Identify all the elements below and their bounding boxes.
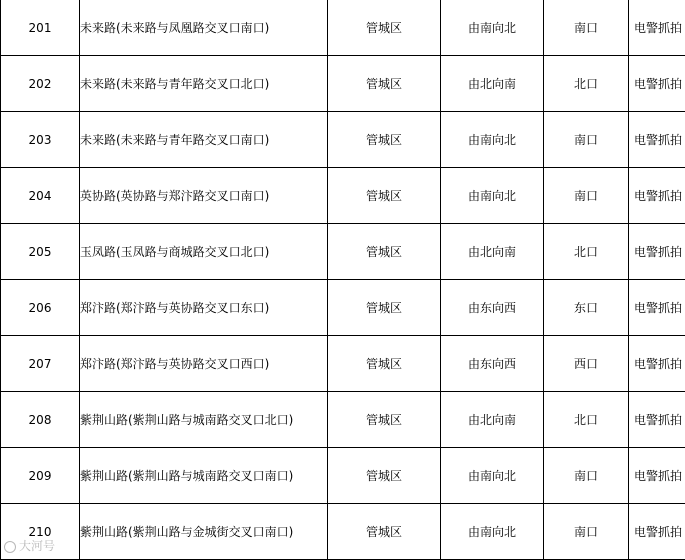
cell-location [80,168,328,224]
cell-district: 管城区 [328,280,441,336]
cell-direction: 由南向北 [441,0,544,56]
cell-location-text: 未来路(未来路与凤凰路交叉口南口) [80,20,270,35]
cell-district: 管城区 [328,224,441,280]
cell-number: 206 [1,280,80,336]
cell-number: 209 [1,448,80,504]
cell-direction: 由北向南 [441,56,544,112]
cell-exit: 南口 [544,168,629,224]
cell-number: 201 [1,0,80,56]
cell-location-text: 郑汴路(郑汴路与英协路交叉口西口) [80,356,270,371]
cell-location-text: 紫荆山路(紫荆山路与城南路交叉口北口) [80,412,294,427]
cell-capture-type-text: 电警抓拍 [633,356,682,371]
table-row [1,392,685,448]
cell-exit: 南口 [544,0,629,56]
cell-location [80,392,328,448]
cell-exit: 北口 [544,224,629,280]
table-row [1,504,685,560]
cell-capture-type-text: 电警抓拍 [633,76,682,91]
cell-capture-type-text: 电警抓拍 [633,244,682,259]
table-row [1,56,685,112]
cell-capture-type [629,504,685,560]
table-row [1,112,685,168]
cell-location [80,0,328,56]
cell-district: 管城区 [328,56,441,112]
cell-capture-type-text: 电警抓拍 [633,412,682,427]
cell-location-text: 玉凤路(玉凤路与商城路交叉口北口) [80,244,270,259]
cell-direction: 由东向西 [441,280,544,336]
cell-location [80,224,328,280]
cell-capture-type [629,0,685,56]
cell-location [80,504,328,560]
cell-location-text: 郑汴路(郑汴路与英协路交叉口东口) [80,300,270,315]
table-row [1,168,685,224]
watermark-text: 大河号 [19,539,56,553]
cell-capture-type-text: 电警抓拍 [633,300,682,315]
cell-exit: 南口 [544,112,629,168]
cell-location-text: 未来路(未来路与青年路交叉口北口) [80,76,270,91]
cell-number: 208 [1,392,80,448]
cell-direction: 由南向北 [441,448,544,504]
table-body [1,0,685,560]
cell-capture-type [629,448,685,504]
cell-district: 管城区 [328,504,441,560]
table-row [1,224,685,280]
cell-direction: 由南向北 [441,504,544,560]
cell-capture-type-text: 电警抓拍 [633,20,682,35]
table-row [1,0,685,56]
cell-district: 管城区 [328,0,441,56]
cell-location [80,336,328,392]
cell-exit: 北口 [544,56,629,112]
cell-district: 管城区 [328,336,441,392]
cell-capture-type [629,224,685,280]
cell-exit: 西口 [544,336,629,392]
cell-location [80,112,328,168]
cell-district: 管城区 [328,448,441,504]
cell-capture-type-text: 电警抓拍 [633,524,682,539]
cell-direction: 由南向北 [441,112,544,168]
cell-capture-type-text: 电警抓拍 [633,188,682,203]
cell-location-text: 英协路(英协路与郑汴路交叉口南口) [80,188,270,203]
cell-location-text: 紫荆山路(紫荆山路与城南路交叉口南口) [80,468,294,483]
cell-capture-type [629,336,685,392]
cell-capture-type-text: 电警抓拍 [633,468,682,483]
cell-capture-type [629,56,685,112]
cell-capture-type [629,168,685,224]
table-row [1,448,685,504]
cell-direction: 由东向西 [441,336,544,392]
cell-location [80,56,328,112]
cell-location [80,280,328,336]
cell-location-text: 未来路(未来路与青年路交叉口南口) [80,132,270,147]
cell-capture-type [629,280,685,336]
cell-district: 管城区 [328,168,441,224]
cell-number: 205 [1,224,80,280]
cell-location-text: 紫荆山路(紫荆山路与金城街交叉口南口) [80,524,294,539]
cell-number: 203 [1,112,80,168]
cell-direction: 由北向南 [441,392,544,448]
cell-number: 204 [1,168,80,224]
cell-location [80,448,328,504]
cell-direction: 由南向北 [441,168,544,224]
cell-exit: 南口 [544,504,629,560]
cell-exit: 南口 [544,448,629,504]
cell-number: 207 [1,336,80,392]
cell-exit: 北口 [544,392,629,448]
cell-number: 210 [1,504,80,560]
cell-capture-type [629,392,685,448]
cell-exit: 东口 [544,280,629,336]
table-row [1,280,685,336]
cell-capture-type-text: 电警抓拍 [633,132,682,147]
cell-district: 管城区 [328,112,441,168]
cell-capture-type [629,112,685,168]
cell-number: 202 [1,56,80,112]
table-row [1,336,685,392]
cell-district: 管城区 [328,392,441,448]
cell-direction: 由北向南 [441,224,544,280]
